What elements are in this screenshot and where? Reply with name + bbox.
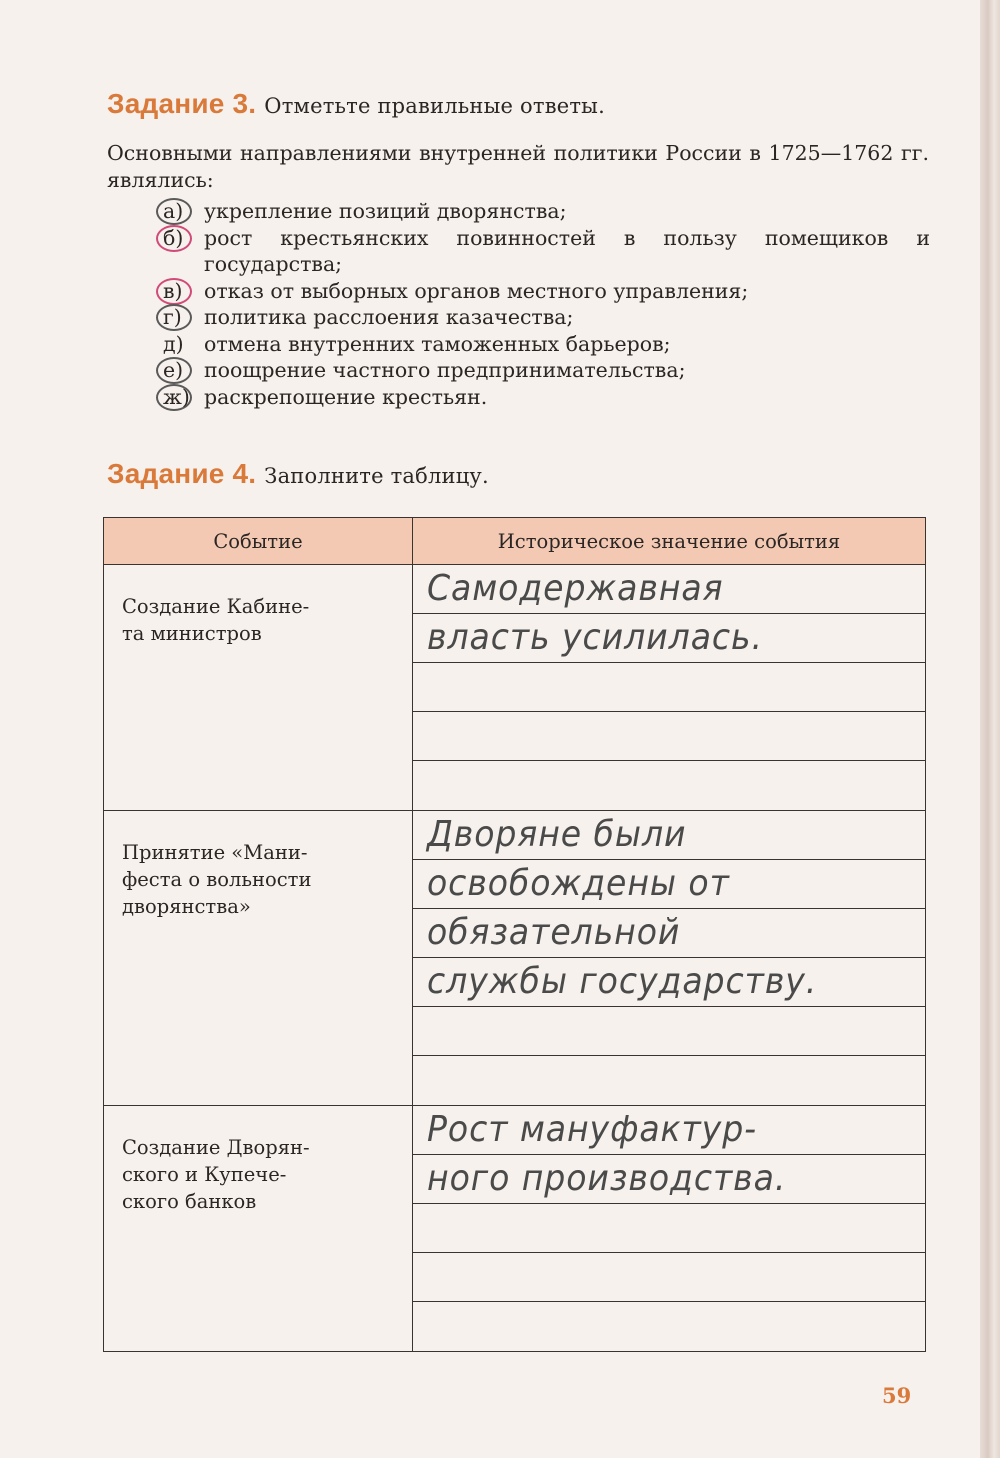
option-v[interactable] [160, 278, 930, 305]
handwritten-answer: службы государству. [427, 961, 818, 1002]
handwritten-answer: обязательной [427, 912, 681, 953]
event-text: та министров [122, 622, 262, 645]
option-text: политика расслоения казачества; [204, 305, 574, 329]
event-text: ского банков [122, 1190, 257, 1213]
option-e[interactable] [160, 357, 930, 384]
answer-line[interactable] [413, 761, 925, 810]
answer-line[interactable] [413, 909, 925, 958]
option-letter: б) [163, 225, 184, 250]
event-text: Принятие «Мани- [122, 841, 308, 864]
option-letter: г) [163, 305, 182, 329]
header-event: Событие [104, 518, 413, 565]
option-b[interactable] [160, 225, 930, 278]
events-table [103, 517, 926, 1352]
event-text: феста о вольности [122, 868, 312, 891]
answer-cell[interactable] [413, 1106, 926, 1352]
task3-instruction: Отметьте правильные ответы. [264, 94, 605, 118]
event-text: дворянства» [122, 895, 251, 918]
handwritten-answer: освобождены от [427, 863, 730, 904]
event-cell [104, 811, 413, 1106]
task3-heading [107, 88, 605, 120]
option-zh[interactable] [160, 384, 930, 411]
answer-line[interactable] [413, 1253, 925, 1302]
task4-instruction: Заполните таблицу. [264, 464, 489, 488]
option-letter: а) [163, 199, 184, 223]
option-d[interactable] [160, 331, 930, 358]
option-text: отмена внутренних таможенных барьеров; [204, 331, 671, 356]
event-cell [104, 1106, 413, 1352]
handwritten-answer: Рост мануфактур- [427, 1109, 758, 1150]
option-letter: в) [163, 278, 183, 303]
option-text: рост крестьянских повинностей в пользу помещиков и государства; [204, 225, 930, 276]
event-text: Создание Дворян- [122, 1136, 310, 1159]
answer-line[interactable] [413, 811, 925, 860]
task4-label: Задание 4. [107, 458, 257, 489]
table-row [104, 811, 926, 1106]
task4-heading [107, 458, 489, 490]
answer-line[interactable] [413, 860, 925, 909]
answer-line[interactable] [413, 1106, 925, 1155]
option-letter: ж) [163, 384, 190, 409]
answer-cell[interactable] [413, 811, 926, 1106]
task3-question: Основными направлениями внутренней политики России в 1725—1762 гг. являлись: [107, 141, 929, 192]
event-text: ского и Купече- [122, 1163, 287, 1186]
answer-line[interactable] [413, 1302, 925, 1351]
option-a[interactable] [160, 198, 930, 225]
table-row [104, 1106, 926, 1352]
answer-line[interactable] [413, 712, 925, 761]
answer-line[interactable] [413, 1007, 925, 1056]
handwritten-answer: власть усилилась. [427, 617, 763, 658]
task3-label: Задание 3. [107, 88, 257, 119]
handwritten-answer: Самодержавная [427, 568, 724, 609]
answer-line[interactable] [413, 1056, 925, 1105]
answer-line[interactable] [413, 565, 925, 614]
event-cell [104, 565, 413, 811]
answer-line[interactable] [413, 663, 925, 712]
table-header-row [104, 518, 926, 565]
page-number: 59 [882, 1383, 912, 1408]
event-text: Создание Кабине- [122, 595, 310, 618]
option-text: поощрение частного предпринимательства; [204, 358, 686, 382]
answer-line[interactable] [413, 1204, 925, 1253]
header-significance: Историческое значение события [413, 518, 926, 565]
option-letter: д) [163, 331, 184, 356]
handwritten-answer: Дворяне были [427, 814, 687, 855]
option-g[interactable] [160, 304, 930, 331]
page-edge [980, 0, 1000, 1458]
answer-line[interactable] [413, 1155, 925, 1204]
table-row [104, 565, 926, 811]
answer-line[interactable] [413, 614, 925, 663]
option-text: отказ от выборных органов местного управления; [204, 278, 749, 303]
handwritten-answer: ного производства. [427, 1158, 787, 1199]
task3-options [160, 198, 930, 410]
answer-line[interactable] [413, 958, 925, 1007]
option-text: укрепление позиций дворянства; [204, 199, 567, 223]
answer-cell[interactable] [413, 565, 926, 811]
option-text: раскрепощение крестьян. [204, 384, 488, 409]
option-letter: е) [163, 358, 184, 382]
